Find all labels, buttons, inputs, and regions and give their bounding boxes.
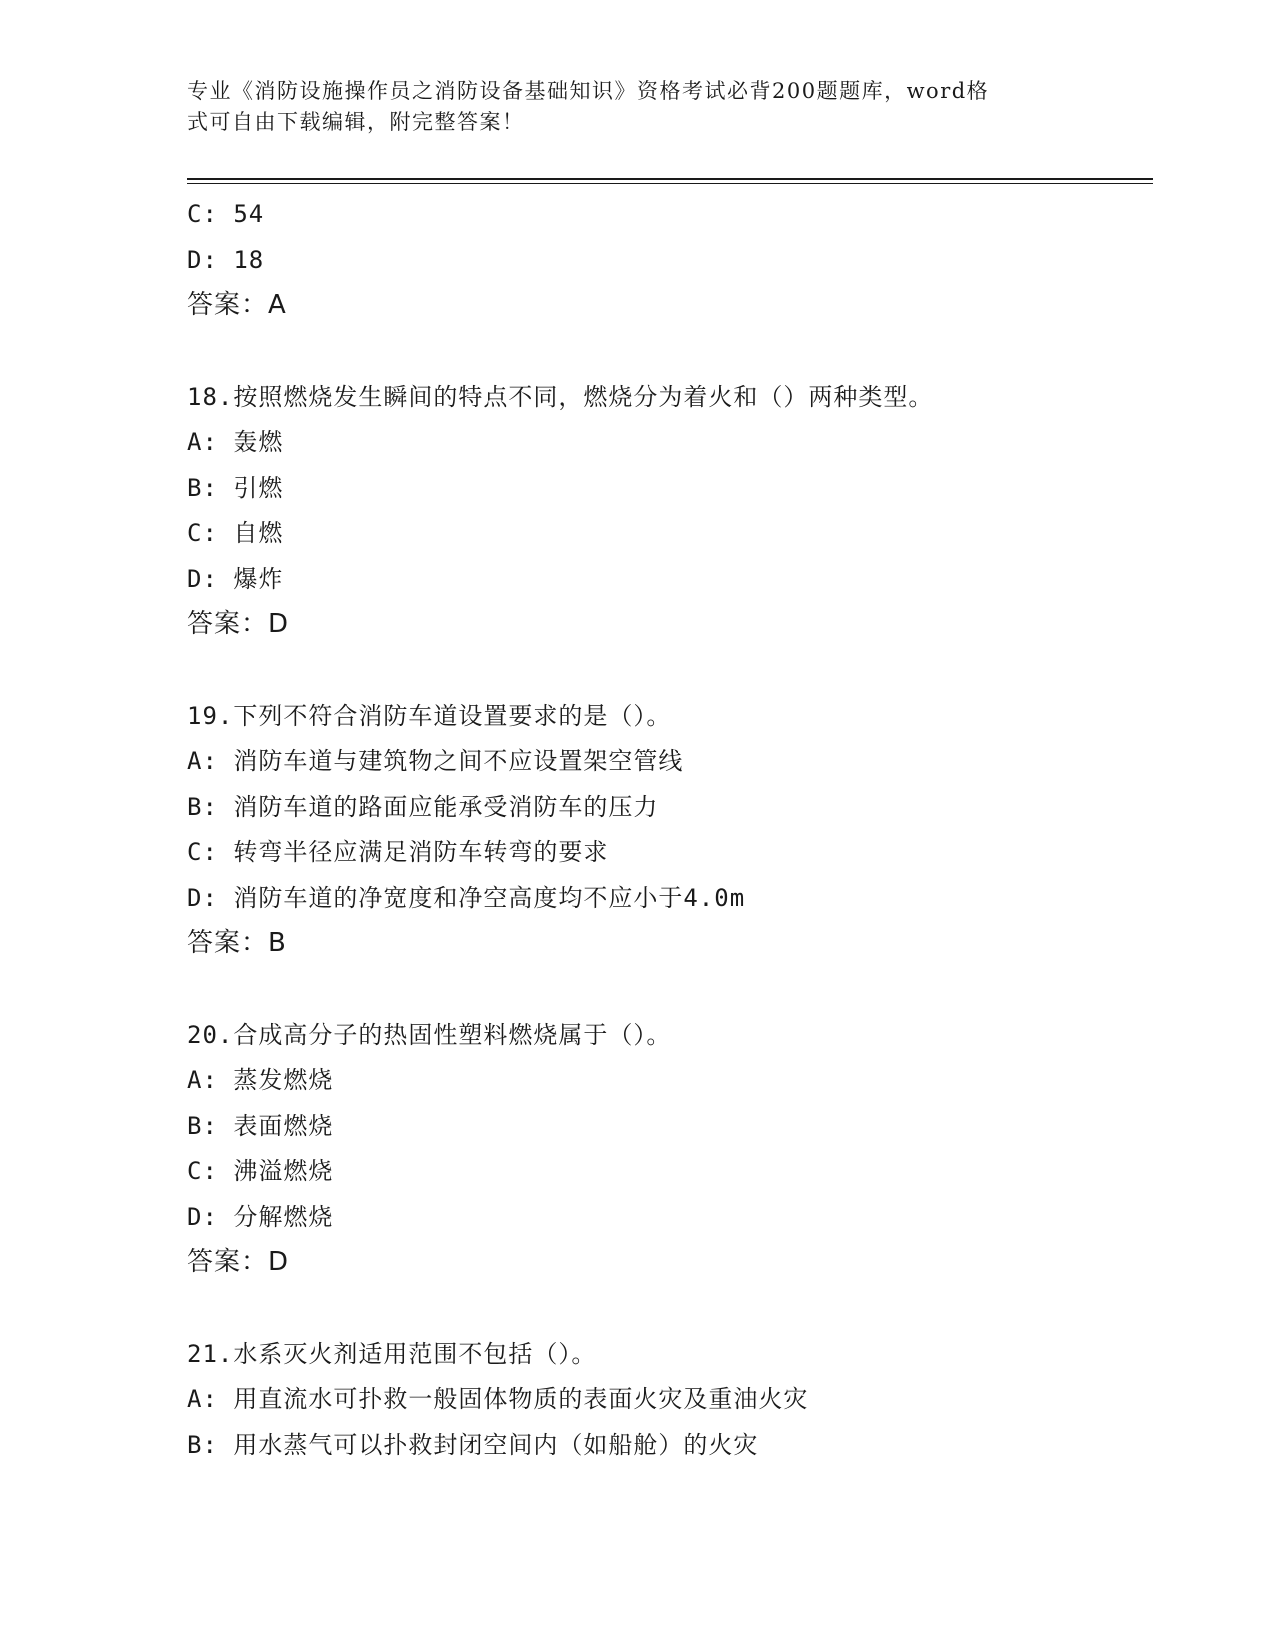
header-line-1: 专业《消防设施操作员之消防设备基础知识》资格考试必背200题题库，word格 [187,79,990,103]
option-c: C: 转弯半径应满足消防车转弯的要求 [187,838,609,866]
option-a: A: 用直流水可扑救一般固体物质的表面火灾及重油火灾 [187,1385,809,1413]
question-17-partial [187,192,1147,329]
header-rule-thick [187,178,1153,180]
option-d: D: 18 [187,245,265,274]
answer: 答案：B [187,928,287,958]
answer: 答案：D [187,1247,290,1277]
question-21 [187,1332,1147,1469]
option-d: D: 爆炸 [187,564,284,593]
question-stem: 19.下列不符合消防车道设置要求的是（）。 [187,701,672,730]
option-b: B: 用水蒸气可以扑救封闭空间内（如船舱）的火灾 [187,1430,759,1459]
option-b: B: 表面燃烧 [187,1111,334,1140]
question-stem: 21.水系灭火剂适用范围不包括（）。 [187,1339,597,1368]
option-a: A: 轰燃 [187,428,284,456]
option-c: C: 自燃 [187,519,284,547]
question-20 [187,1013,1147,1286]
question-19 [187,694,1147,967]
spacer [187,967,1147,1013]
option-b: B: 引燃 [187,473,284,502]
option-a: A: 蒸发燃烧 [187,1066,334,1094]
answer: 答案：A [187,290,287,320]
question-stem: 20.合成高分子的热固性塑料燃烧属于（）。 [187,1020,672,1049]
question-stem: 18.按照燃烧发生瞬间的特点不同，燃烧分为着火和（）两种类型。 [187,382,934,411]
spacer [187,1286,1147,1332]
question-18 [187,375,1147,648]
answer: 答案：D [187,609,290,639]
header-line-2: 式可自由下载编辑，附完整答案！ [187,110,525,134]
spacer [187,329,1147,375]
header-rule-thin [187,183,1153,184]
option-d: D: 分解燃烧 [187,1202,334,1231]
spacer [187,648,1147,694]
option-c: C: 54 [187,200,265,228]
option-b: B: 消防车道的路面应能承受消防车的压力 [187,792,659,821]
option-d: D: 消防车道的净宽度和净空高度均不应小于4.0m [187,883,746,912]
document-header [187,76,1067,138]
option-a: A: 消防车道与建筑物之间不应设置架空管线 [187,747,684,775]
option-c: C: 沸溢燃烧 [187,1157,334,1185]
question-list [187,192,1147,1468]
